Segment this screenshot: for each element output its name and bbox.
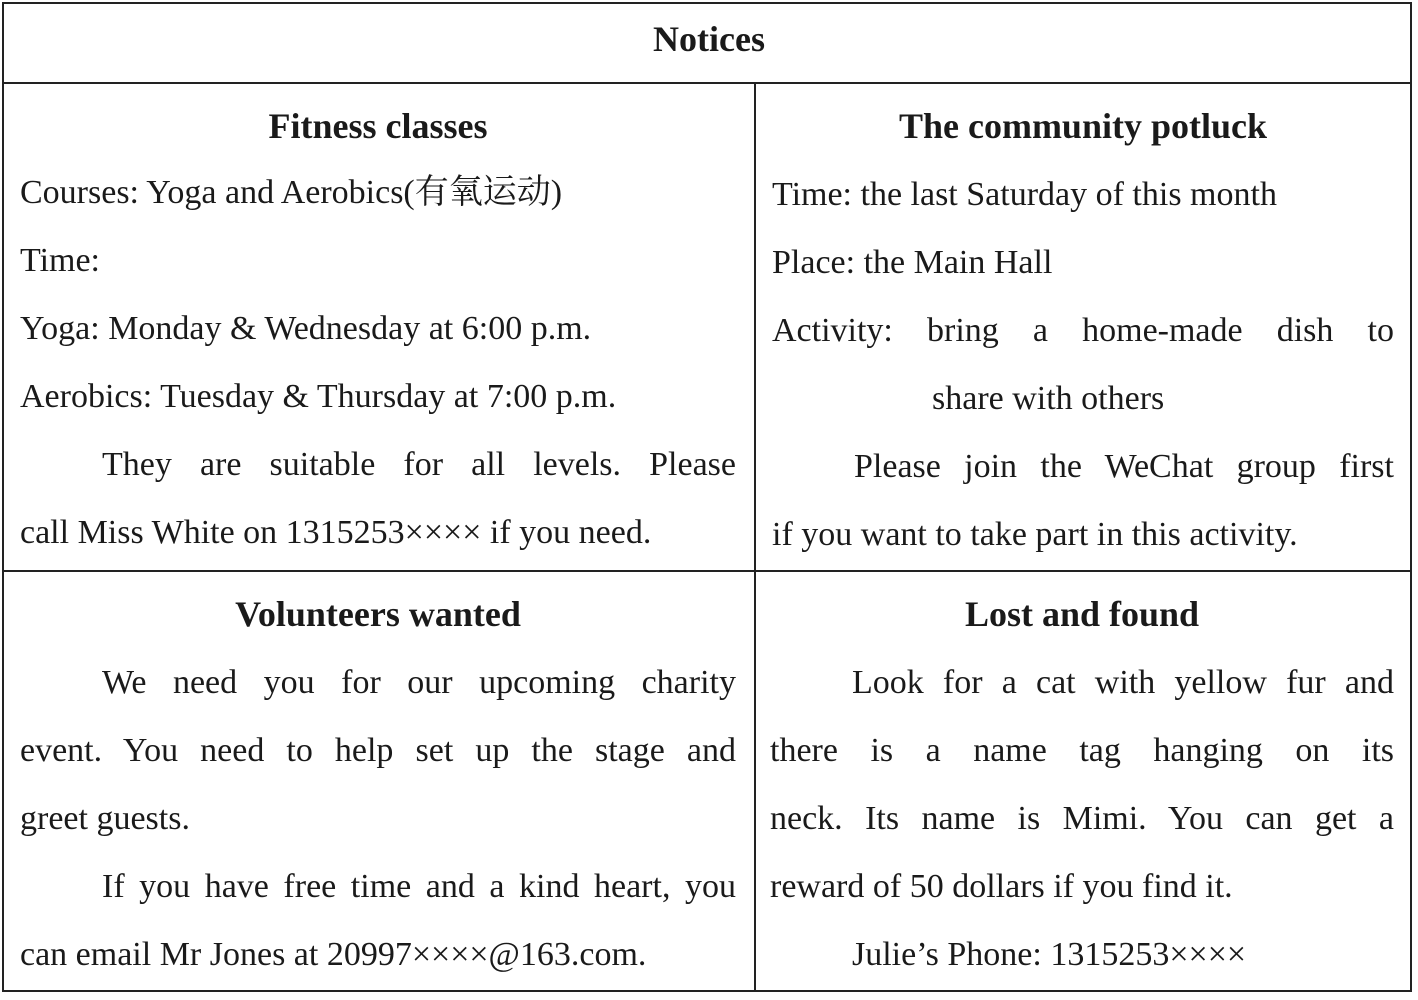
lost-found-line: neck. Its name is Mimi. You can get a <box>770 800 1394 837</box>
volunteers-line: greet guests. <box>20 800 190 837</box>
lost-found-heading: Lost and found <box>964 594 1200 634</box>
volunteers-line: If you have free time and a kind heart, you <box>102 868 736 905</box>
potluck-line: share with others <box>932 380 1165 417</box>
potluck-line: Time: the last Saturday of this month <box>772 176 1277 213</box>
lost-found-section <box>770 572 1394 990</box>
fitness-line: Time: <box>20 242 101 279</box>
fitness-line: call Miss White on 1315253×××× if you need. <box>20 514 652 551</box>
fitness-line: They are suitable for all levels. Please <box>102 446 736 483</box>
lost-found-line: reward of 50 dollars if you find it. <box>770 868 1233 905</box>
volunteers-line: can email Mr Jones at 20997××××@163.com. <box>20 936 647 973</box>
volunteers-line: We need you for our upcoming charity <box>102 664 736 701</box>
volunteers-heading: Volunteers wanted <box>235 594 521 634</box>
fitness-line: Courses: Yoga and Aerobics(有氧运动) <box>20 174 563 211</box>
page-title: Notices <box>653 19 765 59</box>
potluck-line: Please join the WeChat group first <box>854 448 1394 485</box>
lost-found-line: there is a name tag hanging on its <box>770 732 1394 769</box>
potluck-line: Place: the Main Hall <box>772 244 1053 281</box>
fitness-line: Yoga: Monday & Wednesday at 6:00 p.m. <box>20 310 592 347</box>
fitness-section <box>20 84 736 570</box>
lost-found-line: Julie’s Phone: 1315253×××× <box>852 936 1247 973</box>
potluck-line: if you want to take part in this activity. <box>772 516 1298 553</box>
potluck-heading: The community potluck <box>898 106 1268 146</box>
volunteers-section <box>20 572 736 990</box>
lost-found-line: Look for a cat with yellow fur and <box>852 664 1394 701</box>
notices-board <box>2 2 1412 992</box>
column-divider <box>754 82 756 990</box>
fitness-heading: Fitness classes <box>268 106 488 146</box>
fitness-line: Aerobics: Tuesday & Thursday at 7:00 p.m. <box>20 378 617 415</box>
volunteers-line: event. You need to help set up the stage and <box>20 732 736 769</box>
potluck-line: Activity: bring a home-made dish to <box>772 312 1394 349</box>
potluck-section <box>772 84 1394 570</box>
